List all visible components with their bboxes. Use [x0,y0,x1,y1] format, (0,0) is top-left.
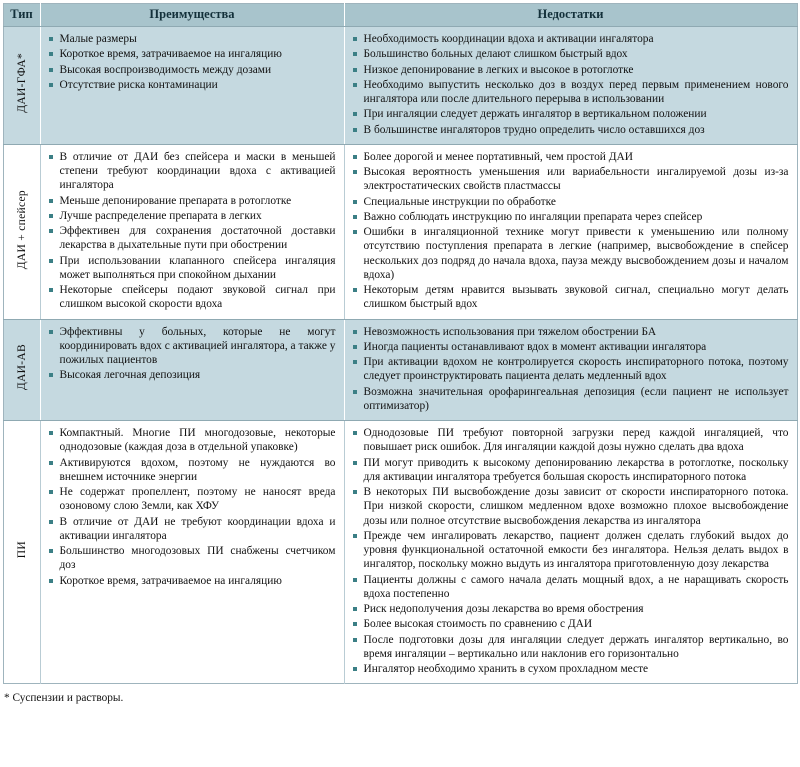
table-footnote: * Суспензии и растворы. [4,692,124,705]
list-item: Специальные инструкции по обработке [351,195,789,209]
list-item: При ингаляции следует держать ингалятор в вертикальном положении [351,107,789,121]
list-item: ПИ могут приводить к высокому депонированию лекарства в ротоглотке, поскольку для активации ингалятора требуется большая скорость инспираторного потока [351,456,789,485]
table-row [3,319,797,421]
list-item: В некоторых ПИ высвобождение дозы зависит от скорости инспираторного потока. При низкой скорости, слишком медленном вдохе возможно плохое высвобождение дозы или полное отсутствие высвобождения лекарства из ингалятора [351,485,789,528]
type-label: ПИ [15,541,28,559]
list-item: Короткое время, затрачиваемое на ингаляцию [47,47,336,61]
list-item: Риск недополучения дозы лекарства во время обострения [351,602,789,616]
list-item: Эффективны у больных, которые не могут координировать вдох с активацией ингалятора, а также у пожилых пациентов [47,325,336,368]
advantages-cell [40,319,344,421]
list-item: Более высокая стоимость по сравнению с ДАИ [351,617,789,631]
table-row [3,144,797,319]
list-item: Лучше распределение препарата в легких [47,209,336,223]
type-cell [3,27,40,145]
table-body [3,27,797,684]
disadvantages-cell [344,421,797,684]
list-item: При активации вдохом не контролируется скорость инспираторного потока, поэтому следует проинструктировать пациента делать медленный вдох [351,355,789,384]
list-item: Возможна значительная орофарингеальная депозиция (если пациент не использует оптимизатор) [351,385,789,414]
disadvantages-list [345,145,797,319]
list-item: Высокая вероятность уменьшения или вариабельности ингалируемой дозы из-за электростатических свойств пластмассы [351,165,789,194]
list-item: Прежде чем ингалировать лекарство, пациент должен сделать глубокий выдох до уровня функциональной остаточной емкости без ингалятора. Нельзя делать выдох в ингалятор, поскольку можно выдуть из ингалятора приготовленную дозу лекарства [351,529,789,572]
list-item: Необходимость координации вдоха и активации ингалятора [351,32,789,46]
disadvantages-list [345,27,797,144]
list-item: Некоторым детям нравится вызывать звуковой сигнал, специально могут делать слишком быстрый вдох [351,283,789,312]
advantages-list [41,421,344,595]
list-item: Эффективен для сохранения достаточной доставки лекарства в дыхательные пути при обострении [47,224,336,253]
advantages-cell [40,27,344,145]
list-item: Пациенты должны с самого начала делать мощный вдох, а не наращивать скорость вдоха постепенно [351,573,789,602]
list-item: Некоторые спейсеры подают звуковой сигнал при слишком высокой скорости вдоха [47,283,336,312]
list-item: Иногда пациенты останавливают вдох в момент активации ингалятора [351,340,789,354]
list-item: Большинство многодозовых ПИ снабжены счетчиком доз [47,544,336,573]
inhaler-comparison-table [3,3,798,684]
list-item: Компактный. Многие ПИ многодозовые, некоторые однодозовые (каждая доза в отдельной упаковке) [47,426,336,455]
disadvantages-list [345,421,797,683]
list-item: Отсутствие риска контаминации [47,78,336,92]
list-item: Необходимо выпустить несколько доз в воздух перед первым применением нового ингалятора или после длительного перерыва в использовании [351,78,789,107]
advantages-list [41,27,344,99]
list-item: Малые размеры [47,32,336,46]
disadvantages-cell [344,144,797,319]
list-item: Не содержат пропеллент, поэтому не наносят вреда озоновому слою Земли, как ХФУ [47,485,336,514]
list-item: При использовании клапанного спейсера ингаляция может выполняться при спокойном дыхании [47,254,336,283]
list-item: Невозможность использования при тяжелом обострении БА [351,325,789,339]
list-item: После подготовки дозы для ингаляции следует держать ингалятор вертикально, во время ингаляции – вертикально или наклонив его горизонтально [351,633,789,662]
list-item: Более дорогой и менее портативный, чем простой ДАИ [351,150,789,164]
disadvantages-cell [344,319,797,421]
type-label: ДАИ-ГФА* [15,53,28,113]
list-item: В отличие от ДАИ без спейсера и маски в меньшей степени требуют координации вдоха с активацией ингалятора [47,150,336,193]
type-cell [3,144,40,319]
list-item: Ингалятор необходимо хранить в сухом прохладном месте [351,662,789,676]
disadvantages-cell [344,27,797,145]
type-cell [3,319,40,421]
list-item: Активируются вдохом, поэтому не нуждаются во внешнем источнике энергии [47,456,336,485]
list-item: Ошибки в ингаляционной технике могут привести к уменьшению или полному отсутствию поступления препарата в легкие (например, высвобождение в спейсер нескольких доз подряд до начала вдоха, пауза между высвобождением дозы и началом вдоха) [351,225,789,282]
list-item: Короткое время, затрачиваемое на ингаляцию [47,574,336,588]
page-root [0,3,800,767]
header-row [3,4,797,27]
list-item: Важно соблюдать инструкцию по ингаляции препарата через спейсер [351,210,789,224]
advantages-cell [40,421,344,684]
advantages-cell [40,144,344,319]
list-item: Меньше депонирование препарата в ротоглотке [47,194,336,208]
type-cell [3,421,40,684]
type-label: ДАИ + спейсер [15,189,28,269]
list-item: В отличие от ДАИ не требуют координации вдоха и активации ингалятора [47,515,336,544]
column-header-type: Тип [3,4,40,27]
advantages-list [41,145,344,319]
list-item: Высокая воспроизводимость между дозами [47,63,336,77]
table-row [3,421,797,684]
disadvantages-list [345,320,797,421]
list-item: В большинстве ингаляторов трудно определить число оставшихся доз [351,123,789,137]
column-header-advantages: Преимущества [40,4,344,27]
list-item: Большинство больных делают слишком быстрый вдох [351,47,789,61]
column-header-disadvantages: Недостатки [344,4,797,27]
type-label: ДАИ-АВ [15,344,28,391]
list-item: Однодозовые ПИ требуют повторной загрузки перед каждой ингаляцией, что повышает риск ошибок. Для ингаляции каждой дозы нужно сделать два вдоха [351,426,789,455]
list-item: Низкое депонирование в легких и высокое в ротоглотке [351,63,789,77]
table-header [3,4,797,27]
advantages-list [41,320,344,390]
list-item: Высокая легочная депозиция [47,368,336,382]
table-row [3,27,797,145]
